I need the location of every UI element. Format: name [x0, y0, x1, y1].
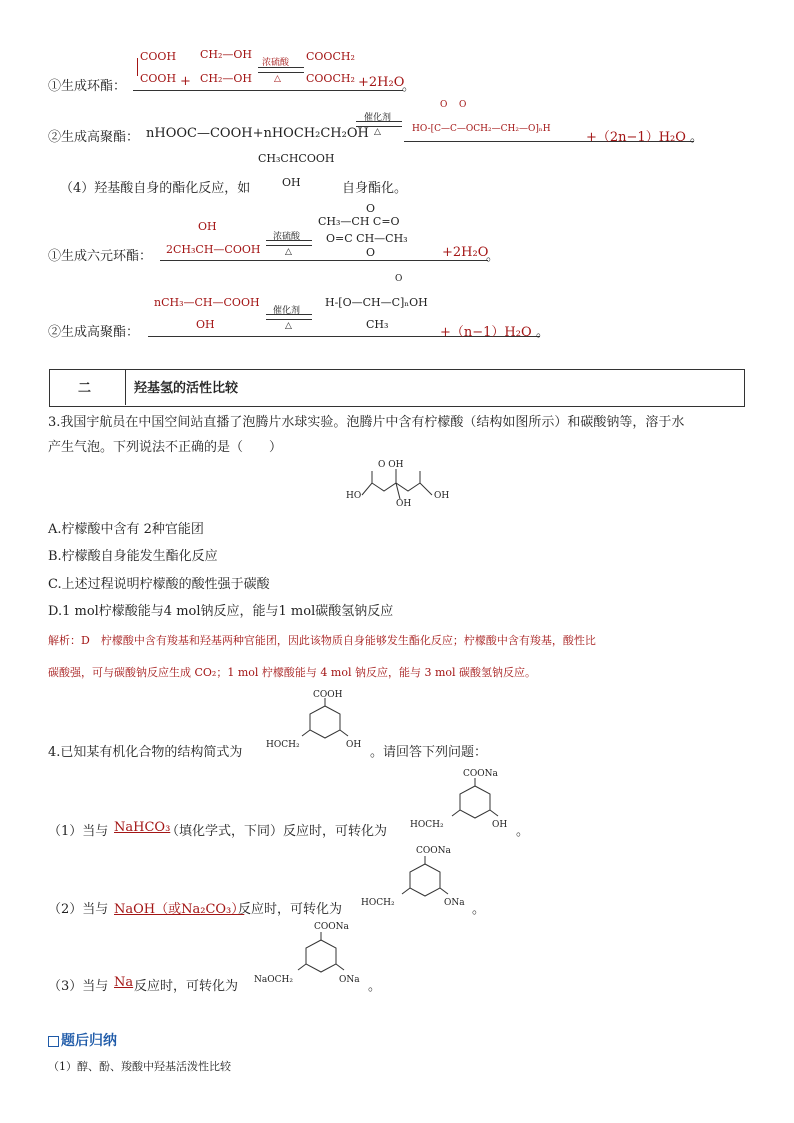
- q4-s1-top: COONa: [463, 769, 498, 779]
- q4-s2-top: COONa: [416, 846, 451, 856]
- q4-p3-a: （3）当与: [48, 979, 109, 994]
- q3-answer-line2: 碳酸强，可与碳酸钠反应生成 CO₂；1 mol 柠檬酸能与 4 mol 钠反应，能与 3 mol 碳酸氢钠反应。: [48, 666, 537, 679]
- r4-reactant: nCH₃—CH—COOH: [154, 296, 260, 309]
- r3-end: 。: [486, 249, 500, 264]
- r2-byproduct: +（2n−1）H₂O: [586, 130, 686, 145]
- r1-product-top: COOCH₂: [306, 50, 355, 63]
- q3-struct-top: O OH: [378, 460, 404, 470]
- r1-product-bottom: COOCH₂: [306, 72, 355, 85]
- r2-label: ②生成高聚酯：: [48, 130, 140, 145]
- r1-reactant1-bottom: COOH: [140, 72, 177, 85]
- q4-s3-top: COONa: [314, 922, 349, 932]
- r3-cond-top: 浓硫酸: [273, 232, 301, 242]
- q4-p1-answer: NaHCO₃: [114, 820, 171, 835]
- section-number: 二: [78, 381, 92, 396]
- q4-stem-b: 。请回答下列问题：: [370, 745, 488, 760]
- q3-stem-line2: 产生气泡。下列说法不正确的是（ ）: [48, 440, 283, 455]
- r4-end: 。: [536, 325, 550, 340]
- r4-product: H-[O—CH—C]ₙOH: [325, 296, 428, 309]
- q4-benzene-structure-2: [380, 848, 480, 918]
- r1-byproduct: +2H₂O: [358, 75, 405, 90]
- q3-struct-bottom: OH: [396, 499, 412, 509]
- q4-s1-right: OH: [492, 820, 508, 830]
- r1-blank-line: [133, 90, 403, 91]
- p4-struct-top: CH₃CHCOOH: [258, 152, 335, 165]
- r3-reactant: 2CH₃CH—COOH: [166, 243, 261, 256]
- q4-p1-end: 。: [516, 824, 530, 839]
- q4-s2-right: ONa: [444, 898, 465, 908]
- q4-p3-answer: Na: [114, 975, 134, 990]
- q4-s0-top: COOH: [313, 690, 343, 700]
- r2-product: HO-[C—C—OCH₂—CH₂—O]ₙH: [412, 124, 551, 134]
- p4-struct-bottom: OH: [282, 176, 301, 189]
- q3-option-c: C.上述过程说明柠檬酸的酸性强于碳酸: [48, 577, 270, 592]
- r1-reactant2-bottom: CH₂—OH: [200, 72, 253, 85]
- r4-cond-top: 催化剂: [273, 306, 301, 316]
- r4-product-o: O: [395, 274, 403, 284]
- r2-product-o1: O: [440, 100, 448, 110]
- r2-cond-bottom: △: [374, 127, 381, 137]
- q4-s0-left: HOCH₂: [266, 740, 300, 750]
- r3-cond-bottom: △: [285, 247, 292, 257]
- r3-ring-l2: O=C CH—CH₃: [326, 232, 408, 245]
- r3-reactant-top: OH: [198, 220, 217, 233]
- q4-s3-left: NaOCH₂: [254, 975, 293, 985]
- r1-end: 。: [402, 79, 416, 94]
- q4-p3-b: 反应时，可转化为: [134, 979, 239, 994]
- q4-p2-end: 。: [472, 902, 486, 917]
- q4-s0-right: OH: [346, 740, 362, 750]
- q3-option-d: D.1 mol柠檬酸能与4 mol钠反应，能与1 mol碳酸氢钠反应: [48, 604, 394, 619]
- r3-ring-l1: CH₃—CH C=O: [318, 215, 400, 228]
- r3-ring-top: O: [366, 202, 376, 215]
- q4-p2-answer: NaOH（或Na₂CO₃）: [114, 902, 245, 917]
- r1-plus: +: [180, 74, 191, 89]
- r1-bond: [137, 58, 138, 76]
- q4-benzene-structure-1: [430, 770, 530, 840]
- summary-heading: [48, 1030, 117, 1050]
- p4-text2: 自身酯化。: [342, 181, 408, 196]
- q3-struct-left: HO: [346, 491, 362, 501]
- r1-reactant2-top: CH₂—OH: [200, 48, 253, 61]
- q3-answer-line1: 解析：D 柠檬酸中含有羧基和羟基两种官能团，因此该物质自身能够发生酯化反应；柠檬酸中含有羧基，酸性比: [48, 634, 596, 647]
- q4-s2-left: HOCH₂: [361, 898, 395, 908]
- r2-end: 。: [690, 130, 704, 145]
- r1-arrow: [258, 67, 304, 75]
- r4-product-bottom: CH₃: [366, 318, 389, 331]
- r4-label: ②生成高聚酯：: [48, 325, 140, 340]
- r4-reactant-bottom: OH: [196, 318, 215, 331]
- q3-struct-right: OH: [434, 491, 450, 501]
- r1-reactant1-top: COOH: [140, 50, 177, 63]
- q4-p2-a: （2）当与: [48, 902, 109, 917]
- r3-label: ①生成六元环酯：: [48, 249, 153, 264]
- q3-option-b: B.柠檬酸自身能发生酯化反应: [48, 549, 218, 564]
- section-title: 羟基氢的活性比较: [134, 381, 239, 396]
- r3-blank-line: [160, 260, 488, 261]
- q4-stem-a: 4.已知某有机化合物的结构简式为: [48, 745, 243, 760]
- r1-label: ①生成环酯：: [48, 79, 127, 94]
- r1-cond-bottom: △: [274, 74, 281, 84]
- q3-stem-line1: 3.我国宇航员在中国空间站直播了泡腾片水球实验。泡腾片中含有柠檬酸（结构如图所示）和碳酸钠等，溶于水: [48, 415, 685, 430]
- r2-cond-top: 催化剂: [364, 113, 392, 123]
- q4-p1-b: （填化学式，下同）反应时，可转化为: [166, 824, 388, 839]
- r3-ring-bottom: O: [366, 246, 376, 259]
- summary-title: 题后归纳: [61, 1033, 117, 1049]
- r2-reactants: nHOOC—COOH+nHOCH₂CH₂OH: [146, 126, 369, 141]
- p4-text1: （4）羟基酸自身的酯化反应，如: [60, 181, 251, 196]
- q4-s3-right: ONa: [339, 975, 360, 985]
- q3-option-a: A.柠檬酸中含有 2种官能团: [48, 522, 204, 537]
- checkbox-icon: [48, 1036, 59, 1047]
- r4-cond-bottom: △: [285, 321, 292, 331]
- q4-p3-end: 。: [368, 979, 382, 994]
- section-header-divider: [125, 369, 126, 405]
- summary-line1: （1）醇、酚、羧酸中羟基活泼性比较: [48, 1060, 231, 1073]
- q4-p2-b: 反应时，可转化为: [238, 902, 343, 917]
- r1-cond-top: 浓硫酸: [262, 58, 290, 68]
- r3-byproduct: +2H₂O: [442, 245, 489, 260]
- r2-product-o2: O: [459, 100, 467, 110]
- q4-s1-left: HOCH₂: [410, 820, 444, 830]
- q4-p1-a: （1）当与: [48, 824, 109, 839]
- r4-byproduct: +（n−1）H₂O: [440, 325, 532, 340]
